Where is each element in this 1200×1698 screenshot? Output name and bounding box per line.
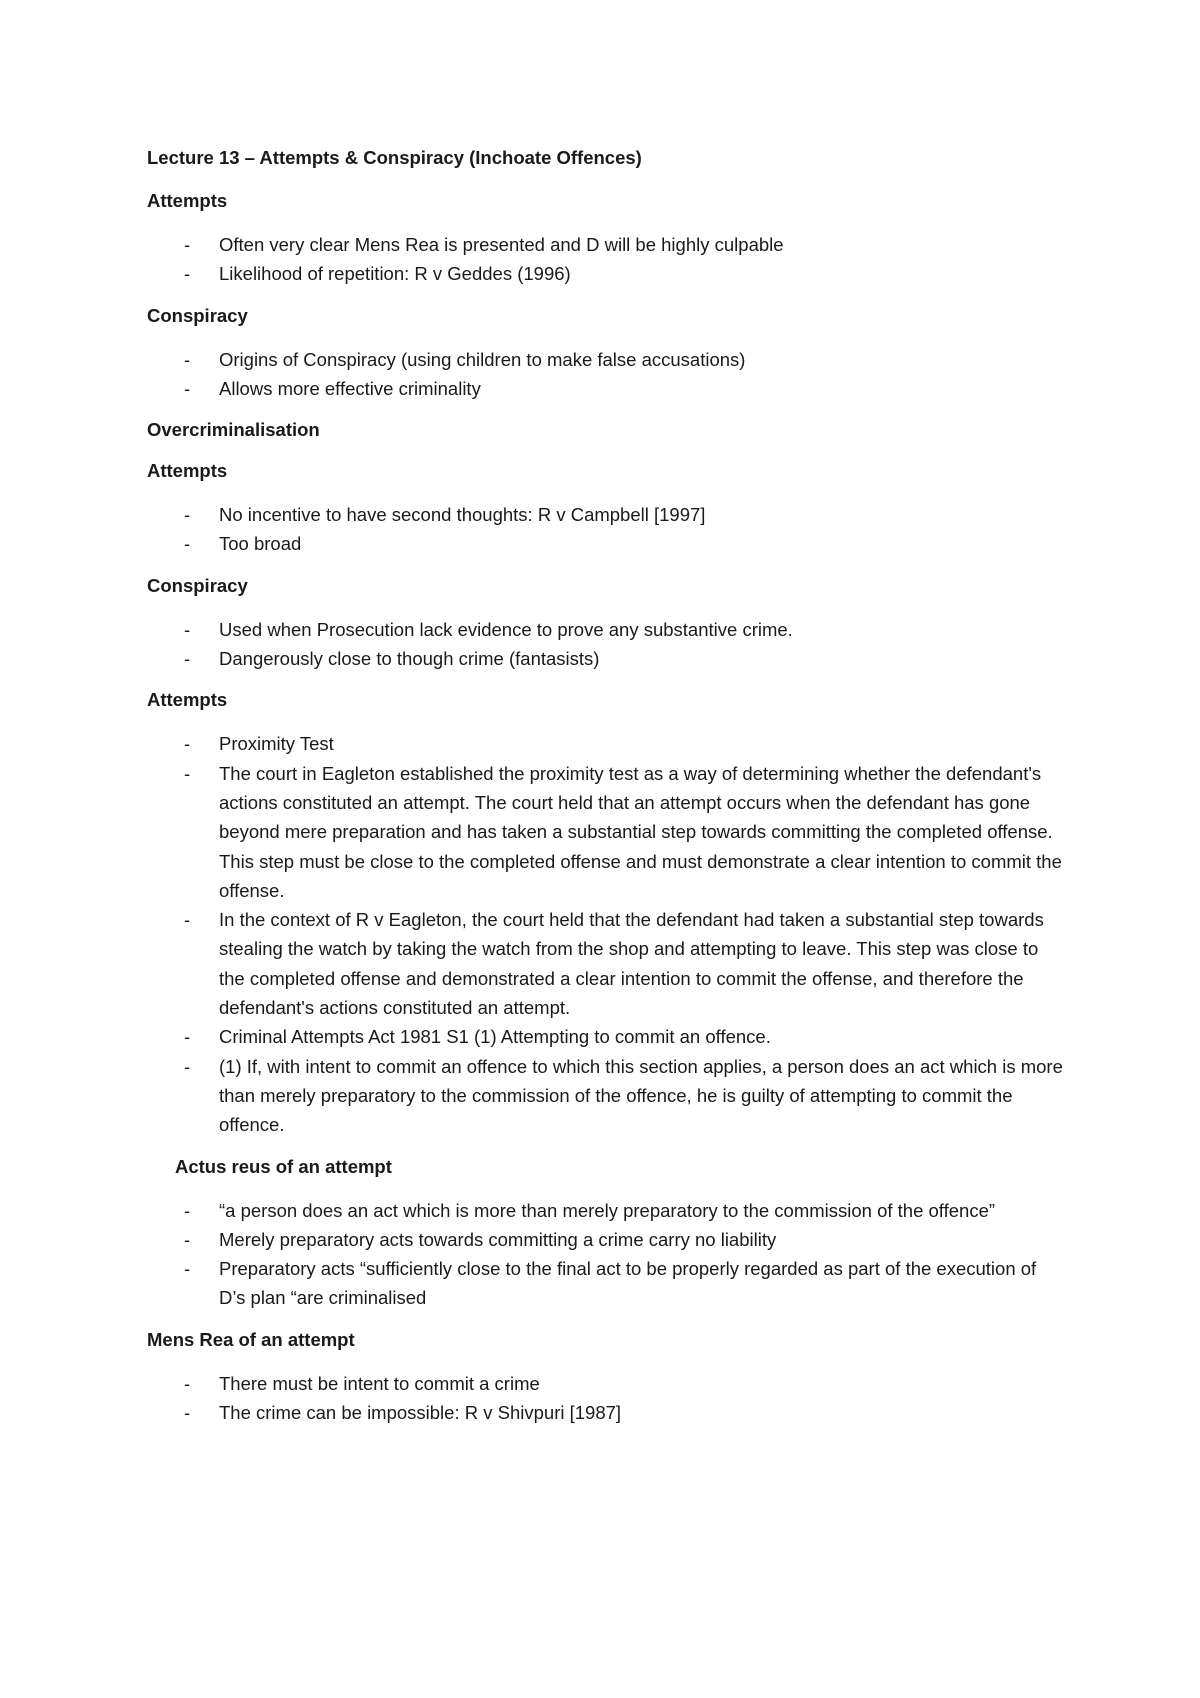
list-item	[147, 1254, 1067, 1313]
list-item-text: Too broad	[219, 533, 302, 555]
bullet-dash: -	[184, 377, 191, 399]
list-item-text: No incentive to have second thoughts: R v Campbell [1997]	[219, 504, 706, 526]
document-page	[147, 146, 1067, 1442]
list-item	[147, 259, 1067, 288]
section-heading: Attempts	[147, 689, 228, 711]
document-body	[147, 189, 1067, 1427]
list-item-text: The court in Eagleton established the proximity test as a way of determining whether the defendant's actions constituted an attempt. The court held that an attempt occurs when the defendant has gone beyond mere preparation and has taken a substantial step towards committing the completed offense. This step must be close to the completed offense and must demonstrate a clear intention to commit the offense.	[219, 762, 1062, 901]
list-item-text: (1) If, with intent to commit an offence to which this section applies, a person does an act which is more than merely preparatory to the commission of the offence, he is guilty of attempting to commit the offence.	[219, 1055, 1063, 1136]
bullet-dash: -	[184, 234, 191, 255]
list-item-text: Proximity Test	[219, 733, 334, 755]
list-item	[147, 1052, 1067, 1140]
list-item	[147, 615, 1067, 644]
list-item-text: There must be intent to commit a crime	[219, 1372, 540, 1394]
list-item	[147, 644, 1067, 673]
list-item-text: Allows more effective criminality	[219, 377, 481, 399]
list-item-text: The crime can be impossible: R v Shivpuri [1987]	[219, 1402, 622, 1424]
bullet-dash: -	[184, 1199, 191, 1221]
section-heading: Mens Rea of an attempt	[147, 1328, 355, 1350]
list-item-text: Criminal Attempts Act 1981 S1 (1) Attempting to commit an offence.	[219, 1026, 771, 1048]
list-item	[147, 1022, 1067, 1051]
list-item-text: Likelihood of repetition: R v Geddes (1996)	[219, 263, 571, 285]
section-heading: Attempts	[147, 190, 228, 211]
list-item-text: In the context of R v Eagleton, the court held that the defendant had taken a substantial step towards stealing the watch by taking the watch from the shop and attempting to leave. This step was close to the completed offense and demonstrated a clear intention to commit the offense, and therefore the defendant's actions constituted an attempt.	[219, 909, 1044, 1019]
bullet-list	[147, 615, 1067, 674]
bullet-dash: -	[184, 1402, 191, 1424]
list-item-text: Origins of Conspiracy (using children to make false accusations)	[219, 348, 746, 370]
list-item	[147, 374, 1067, 403]
bullet-list	[147, 729, 1067, 1139]
list-item-text: Preparatory acts “sufficiently close to the final act to be properly regarded as part of the execution of D’s plan “are criminalised	[219, 1258, 1037, 1309]
list-item	[147, 345, 1067, 374]
section-heading: Conspiracy	[147, 304, 248, 326]
section-heading: Attempts	[147, 460, 228, 482]
bullet-dash: -	[184, 648, 191, 670]
list-item-text: “a person does an act which is more than merely preparatory to the commission of the offence”	[219, 1199, 996, 1221]
bullet-list	[147, 500, 1067, 559]
bullet-dash: -	[184, 762, 191, 784]
bullet-list	[147, 345, 1067, 404]
bullet-dash: -	[184, 263, 191, 285]
list-item	[147, 529, 1067, 558]
bullet-dash: -	[184, 504, 191, 526]
list-item	[147, 1196, 1067, 1225]
bullet-dash: -	[184, 733, 191, 755]
list-item	[147, 1369, 1067, 1398]
section-heading: Actus reus of an attempt	[175, 1155, 392, 1177]
bullet-list	[147, 1369, 1067, 1428]
bullet-dash: -	[184, 1055, 191, 1077]
page-title: Lecture 13 – Attempts & Conspiracy (Inchoate Offences)	[147, 147, 642, 168]
list-item	[147, 1398, 1067, 1427]
section-heading: Conspiracy	[147, 574, 248, 596]
bullet-dash: -	[184, 1258, 191, 1280]
section-heading: Overcriminalisation	[147, 419, 320, 441]
list-item-text: Used when Prosecution lack evidence to prove any substantive crime.	[219, 618, 793, 640]
bullet-dash: -	[184, 533, 191, 555]
bullet-dash: -	[184, 1026, 191, 1048]
bullet-dash: -	[184, 348, 191, 370]
list-item	[147, 1225, 1067, 1254]
bullet-dash: -	[184, 618, 191, 640]
bullet-list	[147, 230, 1067, 289]
list-item	[147, 230, 1067, 259]
bullet-dash: -	[184, 1228, 191, 1250]
list-item	[147, 759, 1067, 905]
list-item-text: Dangerously close to though crime (fantasists)	[219, 648, 600, 670]
list-item	[147, 729, 1067, 758]
bullet-dash: -	[184, 1372, 191, 1394]
list-item-text: Often very clear Mens Rea is presented and D will be highly culpable	[219, 234, 784, 255]
list-item	[147, 905, 1067, 1022]
list-item	[147, 500, 1067, 529]
bullet-list	[147, 1196, 1067, 1313]
bullet-dash: -	[184, 909, 191, 931]
list-item-text: Merely preparatory acts towards committing a crime carry no liability	[219, 1228, 777, 1250]
